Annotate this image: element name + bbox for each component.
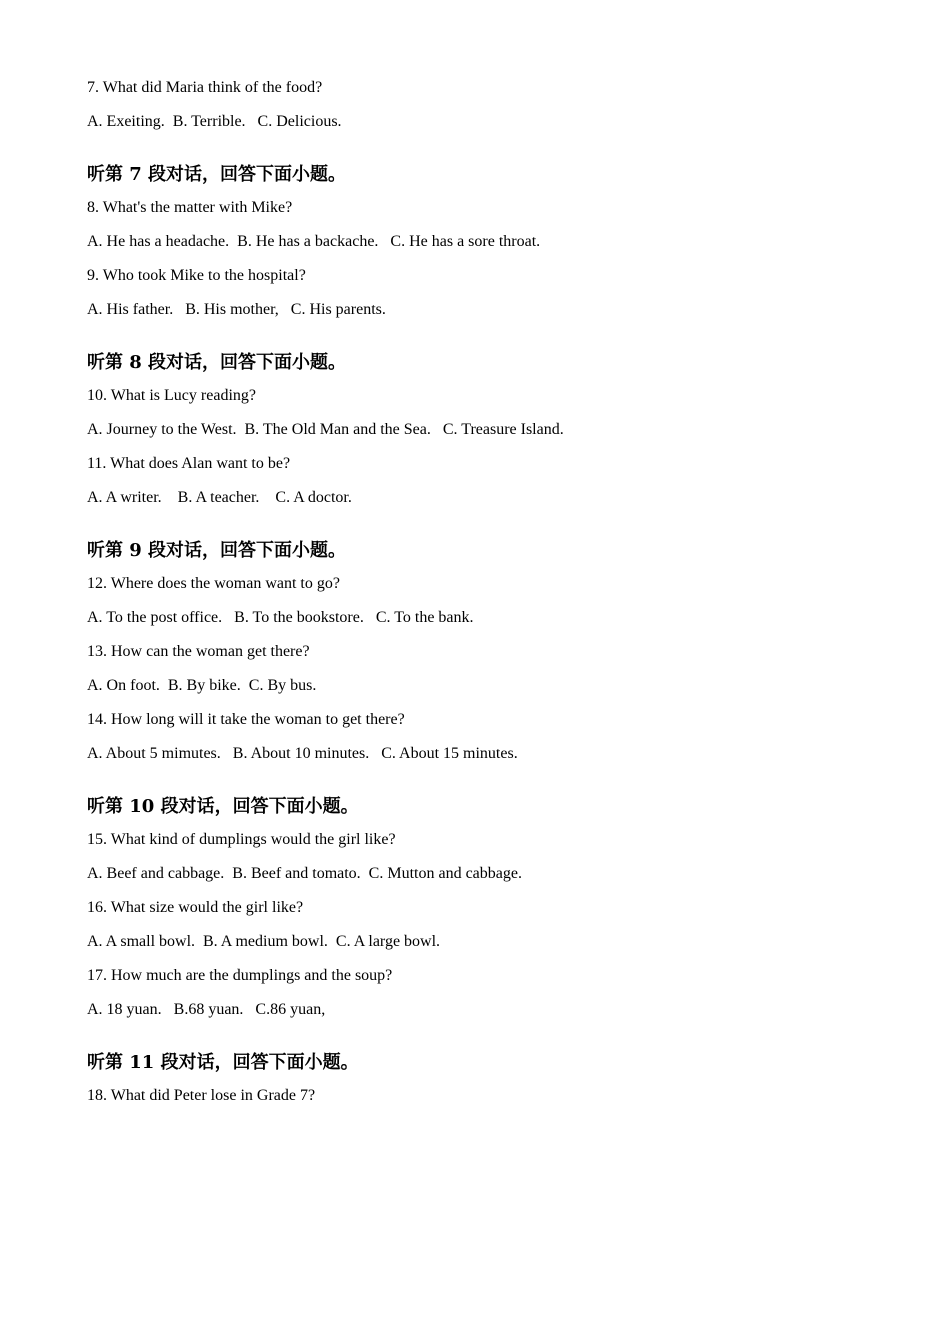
document-page: [87, 78, 887, 1120]
section-dialogue-7: [87, 164, 887, 320]
question-10: 10. What is Lucy reading?: [87, 387, 256, 404]
question-17: 17. How much are the dumplings and the soup?: [87, 967, 393, 984]
options-8: A. He has a headache. B. He has a backache. C. He has a sore throat.: [87, 233, 541, 250]
options-16: A. A small bowl. B. A medium bowl. C. A large bowl.: [87, 933, 441, 950]
question-7: 7. What did Maria think of the food?: [87, 79, 323, 96]
question-18: 18. What did Peter lose in Grade 7?: [87, 1087, 316, 1104]
section-dialogue-11: [87, 1052, 887, 1106]
section-heading: 听第 9 段对话，回答下面小题。: [87, 540, 347, 561]
options-10: A. Journey to the West. B. The Old Man and the Sea. C. Treasure Island.: [87, 421, 564, 438]
section-dialogue-10: [87, 796, 887, 1020]
section-heading: 听第 7 段对话，回答下面小题。: [87, 164, 347, 185]
question-13: 13. How can the woman get there?: [87, 643, 310, 660]
section-heading: 听第 11 段对话，回答下面小题。: [87, 1052, 359, 1073]
question-15: 15. What kind of dumplings would the girl like?: [87, 831, 396, 848]
options-15: A. Beef and cabbage. B. Beef and tomato. C. Mutton and cabbage.: [87, 865, 522, 882]
options-11: A. A writer. B. A teacher. C. A doctor.: [87, 489, 352, 506]
options-17: A. 18 yuan. B.68 yuan. C.86 yuan,: [87, 1001, 326, 1018]
section-dialogue-8: [87, 352, 887, 508]
options-12: A. To the post office. B. To the bookstore. C. To the bank.: [87, 609, 474, 626]
section-heading: 听第 8 段对话，回答下面小题。: [87, 352, 347, 373]
question-9: 9. Who took Mike to the hospital?: [87, 267, 306, 284]
question-14: 14. How long will it take the woman to get there?: [87, 711, 405, 728]
question-16: 16. What size would the girl like?: [87, 899, 304, 916]
section-dialogue-9: [87, 540, 887, 764]
question-12: 12. Where does the woman want to go?: [87, 575, 340, 592]
question-11: 11. What does Alan want to be?: [87, 455, 291, 472]
options-9: A. His father. B. His mother, C. His parents.: [87, 301, 386, 318]
options-13: A. On foot. B. By bike. C. By bus.: [87, 677, 317, 694]
options-14: A. About 5 mimutes. B. About 10 minutes. C. About 15 minutes.: [87, 745, 518, 762]
section-heading: 听第 10 段对话，回答下面小题。: [87, 796, 359, 817]
question-8: 8. What's the matter with Mike?: [87, 199, 293, 216]
section-continued: [87, 78, 887, 132]
options-7: A. Exeiting. B. Terrible. C. Delicious.: [87, 113, 342, 130]
